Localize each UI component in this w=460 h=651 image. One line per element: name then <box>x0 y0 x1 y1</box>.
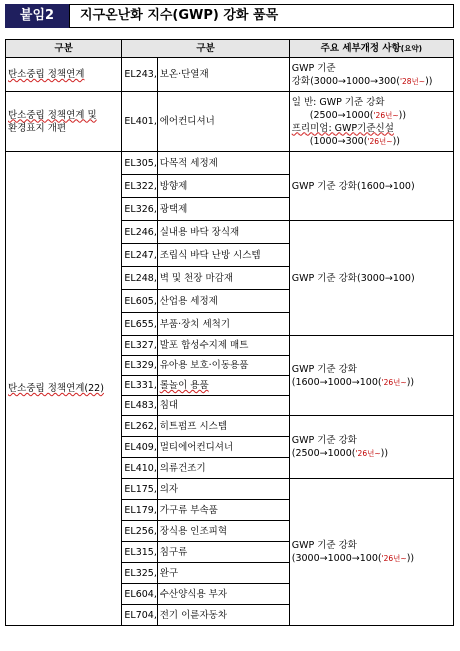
item-name: 의류건조기 <box>157 458 289 479</box>
item-code: EL256, <box>122 521 157 542</box>
column-header-category: 구분 <box>6 40 122 58</box>
table-row <box>6 58 454 92</box>
detail-cell: GWP 기준 강화(3000→100) <box>289 221 453 336</box>
detail-cell: GWP 기준 강화 (3000→1000→100('26년~)) <box>289 479 453 626</box>
item-code: EL604, <box>122 584 157 605</box>
item-code: EL483, <box>122 396 157 416</box>
item-name: 멀티에어컨디셔너 <box>157 437 289 458</box>
gwp-table <box>5 39 454 626</box>
header <box>5 4 454 28</box>
item-name: 실내용 바닥 장식재 <box>157 221 289 244</box>
column-header-item: 구분 <box>122 40 289 58</box>
item-name: 에어컨디셔너 <box>157 92 289 152</box>
item-code: EL243, <box>122 58 157 92</box>
item-name: 가구류 부속품 <box>157 500 289 521</box>
item-name: 전기 이륜자동차 <box>157 605 289 626</box>
item-code: EL179, <box>122 500 157 521</box>
item-name: 조립식 바닥 난방 시스템 <box>157 244 289 267</box>
detail-cell: GWP 기준 강화(3000→1000→300('28년~)) <box>289 58 453 92</box>
page-title: 지구온난화 지수(GWP) 강화 품목 <box>69 4 454 28</box>
item-code: EL262, <box>122 416 157 437</box>
detail-cell: 일 반: GWP 기준 강화 (2500→1000('26년~)) 프리미엄: GWP기준신설 (1000→300('26년~)) <box>289 92 453 152</box>
item-name: 방향제 <box>157 175 289 198</box>
item-code: EL605, <box>122 290 157 313</box>
item-name: 완구 <box>157 563 289 584</box>
item-name: 광택제 <box>157 198 289 221</box>
item-name: 의자 <box>157 479 289 500</box>
item-code: EL248, <box>122 267 157 290</box>
item-code: EL331, <box>122 376 157 396</box>
category-cell: 탄소중립 정책연계 <box>6 58 122 92</box>
category-cell: 탄소중립 정책연계(22) <box>6 152 122 626</box>
item-name: 침구류 <box>157 542 289 563</box>
table-header-row <box>6 40 454 58</box>
detail-cell: GWP 기준 강화 (1600→1000→100('26년~)) <box>289 336 453 416</box>
item-code: EL247, <box>122 244 157 267</box>
item-name: 수산양식용 부자 <box>157 584 289 605</box>
column-header-detail: 주요 세부개정 사항(요약) <box>289 40 453 58</box>
item-code: EL704, <box>122 605 157 626</box>
item-code: EL327, <box>122 336 157 356</box>
item-code: EL401, <box>122 92 157 152</box>
table-row <box>6 152 454 175</box>
item-name: 다목적 세정제 <box>157 152 289 175</box>
category-cell: 탄소중립 정책연계 및 환경표지 개편 <box>6 92 122 152</box>
item-name: 부품·장치 세척기 <box>157 313 289 336</box>
item-code: EL410, <box>122 458 157 479</box>
item-name: 보온·단열재 <box>157 58 289 92</box>
item-code: EL305, <box>122 152 157 175</box>
item-code: EL322, <box>122 175 157 198</box>
detail-cell: GWP 기준 강화 (2500→1000('26년~)) <box>289 416 453 479</box>
item-name: 발포 합성수지제 매트 <box>157 336 289 356</box>
attachment-badge: 붙임2 <box>5 4 69 28</box>
item-name: 장식용 인조피혁 <box>157 521 289 542</box>
item-code: EL326, <box>122 198 157 221</box>
item-name: 침대 <box>157 396 289 416</box>
item-code: EL175, <box>122 479 157 500</box>
item-code: EL315, <box>122 542 157 563</box>
item-name: 롤놀이 용품 <box>157 376 289 396</box>
item-code: EL246, <box>122 221 157 244</box>
detail-cell: GWP 기준 강화(1600→100) <box>289 152 453 221</box>
item-code: EL409, <box>122 437 157 458</box>
item-name: 유아용 보호·이동용품 <box>157 356 289 376</box>
item-name: 산업용 세정제 <box>157 290 289 313</box>
item-name: 벽 및 천장 마감재 <box>157 267 289 290</box>
item-name: 히트펌프 시스템 <box>157 416 289 437</box>
item-code: EL329, <box>122 356 157 376</box>
table-row <box>6 92 454 152</box>
item-code: EL325, <box>122 563 157 584</box>
item-code: EL655, <box>122 313 157 336</box>
